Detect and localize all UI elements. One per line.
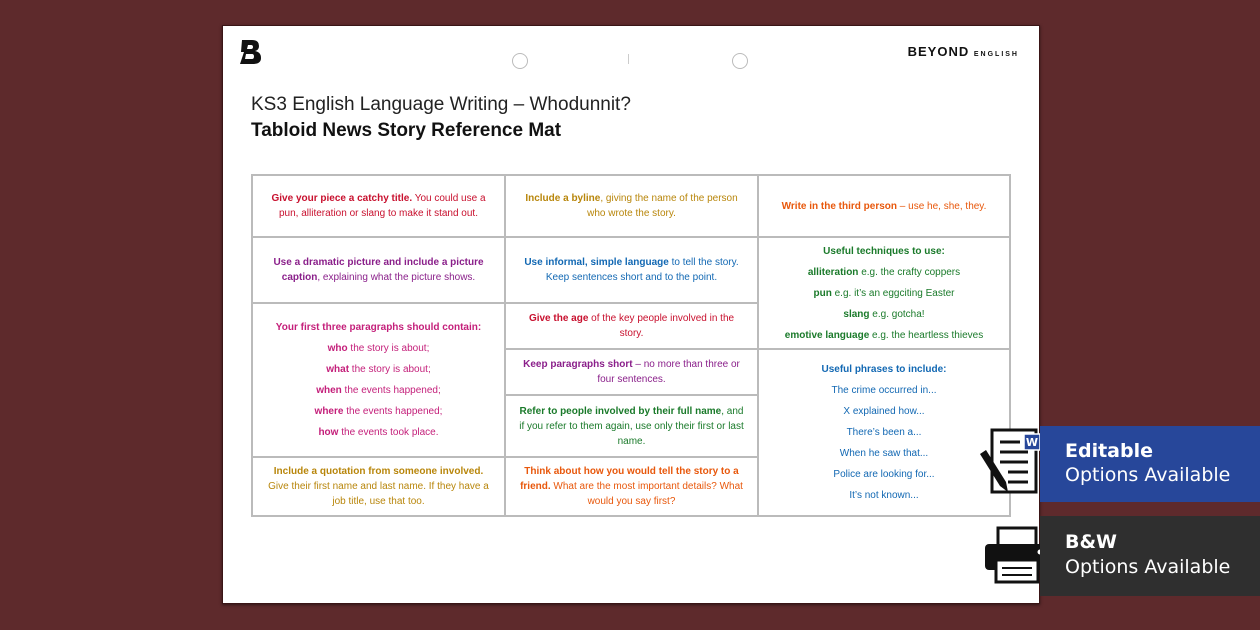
reference-mat-sheet	[222, 25, 1040, 604]
editable-badge[interactable]	[1040, 426, 1260, 502]
cell-informal-language: Use informal, simple language to tell the story. Keep sentences short and to the point.	[505, 237, 758, 303]
bw-badge-title: B&W	[1065, 531, 1118, 553]
beyond-logo-icon	[239, 38, 263, 66]
binder-hole	[732, 53, 748, 69]
bw-badge-subtitle: Options Available	[1065, 556, 1231, 578]
cell-techniques: Useful techniques to use: alliteration e.g. the crafty coppers pun e.g. it’s an eggciting Easter slang e.g. gotcha! emotive language e.g. the heartless thieves	[758, 237, 1010, 349]
editable-badge-subtitle: Options Available	[1065, 464, 1231, 486]
reference-grid	[251, 174, 1011, 517]
cell-picture: Use a dramatic picture and include a picture caption, explaining what the picture shows.	[252, 237, 505, 303]
cell-age: Give the age of the key people involved in the story.	[505, 303, 758, 349]
binder-hole	[512, 53, 528, 69]
page-title: KS3 English Language Writing – Whodunnit?	[251, 94, 631, 115]
cell-third-person: Write in the third person – use he, she, they.	[758, 175, 1010, 237]
cell-phrases: Useful phrases to include: The crime occurred in... X explained how... There’s been a... When he saw that... Police are looking for... It’s not known...	[758, 349, 1010, 516]
cell-paragraphs: Your first three paragraphs should contain: who the story is about; what the story is about; when the events happened; where the events happened; how the events took place.	[252, 303, 505, 457]
cell-catchy-title: Give your piece a catchy title. You could use a pun, alliteration or slang to make it stand out.	[252, 175, 505, 237]
page-subtitle: Tabloid News Story Reference Mat	[251, 120, 562, 141]
center-mark	[628, 54, 629, 64]
svg-text:W: W	[1025, 436, 1039, 449]
editable-document-icon	[978, 426, 1044, 504]
cell-full-name: Refer to people involved by their full name, and if you refer to them again, use only their first or last name.	[505, 395, 758, 457]
brand-logo: BEYOND ENGLISH	[907, 44, 1019, 59]
cell-quotation: Include a quotation from someone involved. Give their first name and last name. If they have a job title, use that too.	[252, 457, 505, 516]
cell-short-paragraphs: Keep paragraphs short – no more than three or four sentences.	[505, 349, 758, 395]
editable-badge-title: Editable	[1065, 440, 1153, 462]
bw-badge[interactable]	[1040, 516, 1260, 596]
cell-tell-friend: Think about how you would tell the story to a friend. What are the most important details? What would you say first?	[505, 457, 758, 516]
cell-byline: Include a byline, giving the name of the person who wrote the story.	[505, 175, 758, 237]
